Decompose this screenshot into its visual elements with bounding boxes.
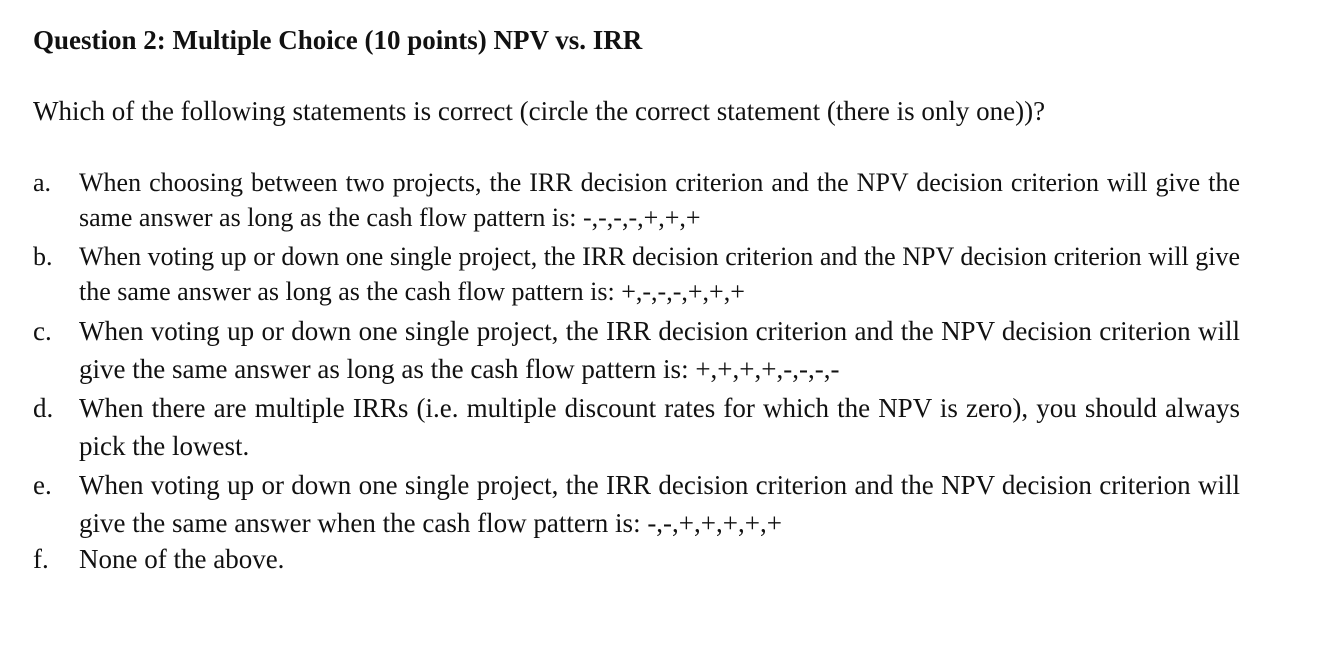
- option-letter: a.: [33, 168, 52, 197]
- question-prompt: Which of the following statements is correct (circle the correct statement (there is only one))?: [33, 96, 1046, 126]
- option-text: When choosing between two projects, the IRR decision criterion and the NPV decision criterion will give the same answer as long as the cash flow pattern is: -,-,-,-,+,+,+: [79, 168, 1240, 232]
- option-text: When voting up or down one single project, the IRR decision criterion and the NPV decision criterion will give the same answer as long as the cash flow pattern is: +,-,-,-,+,+,+: [79, 242, 1240, 306]
- option-text: None of the above.: [79, 544, 285, 574]
- option-text: When voting up or down one single project, the IRR decision criterion and the NPV decision criterion will give the same answer as long as the cash flow pattern is: +,+,+,+,-,-,-,-: [79, 316, 1240, 384]
- option-letter: f.: [33, 544, 49, 574]
- option-letter: e.: [33, 470, 52, 500]
- option-letter: d.: [33, 393, 54, 423]
- option-text: When there are multiple IRRs (i.e. multiple discount rates for which the NPV is zero), you should always pick the lowest.: [79, 393, 1240, 461]
- option-text: When voting up or down one single project, the IRR decision criterion and the NPV decision criterion will give the same answer when the cash flow pattern is: -,-,+,+,+,+,+: [79, 470, 1240, 538]
- option-letter: b.: [33, 242, 53, 271]
- option-letter: c.: [33, 316, 52, 346]
- question-title: Question 2: Multiple Choice (10 points) NPV vs. IRR: [33, 25, 643, 55]
